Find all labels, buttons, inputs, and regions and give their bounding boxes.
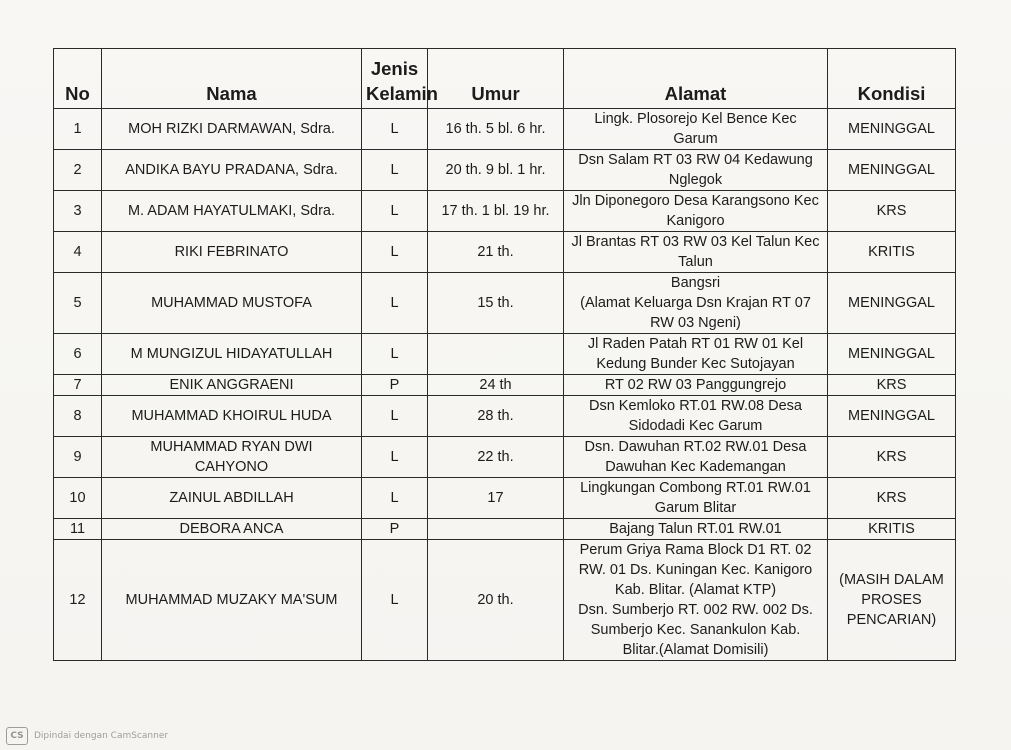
cell-kondisi: MENINGGAL bbox=[828, 273, 956, 334]
cell-alamat: Dsn. Dawuhan RT.02 RW.01 Desa Dawuhan Kec Kademangan bbox=[564, 437, 828, 478]
table-row bbox=[54, 273, 956, 334]
victims-table bbox=[53, 48, 956, 661]
cell-umur bbox=[428, 334, 564, 375]
cell-nama: MUHAMMAD KHOIRUL HUDA bbox=[102, 396, 362, 437]
cell-kondisi: KRS bbox=[828, 191, 956, 232]
cell-no: 11 bbox=[54, 519, 102, 540]
table-row bbox=[54, 396, 956, 437]
cell-alamat: Bangsri (Alamat Keluarga Dsn Krajan RT 07 RW 03 Ngeni) bbox=[564, 273, 828, 334]
camscanner-text: Dipindai dengan CamScanner bbox=[34, 731, 169, 741]
cell-jenis-kelamin: L bbox=[362, 232, 428, 273]
cell-umur: 20 th. bbox=[428, 540, 564, 661]
cell-no: 1 bbox=[54, 109, 102, 150]
cell-alamat: Dsn Salam RT 03 RW 04 Kedawung Nglegok bbox=[564, 150, 828, 191]
cell-kondisi: MENINGGAL bbox=[828, 396, 956, 437]
cell-kondisi: MENINGGAL bbox=[828, 150, 956, 191]
table-row bbox=[54, 232, 956, 273]
cell-no: 8 bbox=[54, 396, 102, 437]
cell-alamat: Lingkungan Combong RT.01 RW.01 Garum Blitar bbox=[564, 478, 828, 519]
cell-no: 4 bbox=[54, 232, 102, 273]
camscanner-logo-icon: CS bbox=[6, 727, 28, 745]
cell-kondisi: (MASIH DALAM PROSES PENCARIAN) bbox=[828, 540, 956, 661]
cell-kondisi: MENINGGAL bbox=[828, 109, 956, 150]
cell-kondisi: KRITIS bbox=[828, 232, 956, 273]
table-row bbox=[54, 519, 956, 540]
cell-jenis-kelamin: L bbox=[362, 478, 428, 519]
header-nama: Nama bbox=[102, 49, 362, 109]
table-row bbox=[54, 334, 956, 375]
cell-no: 9 bbox=[54, 437, 102, 478]
table-row bbox=[54, 150, 956, 191]
header-jenis-kelamin: Jenis Kelamin bbox=[362, 49, 428, 109]
table-row bbox=[54, 478, 956, 519]
cell-kondisi: KRITIS bbox=[828, 519, 956, 540]
cell-alamat: Dsn Kemloko RT.01 RW.08 Desa Sidodadi Kec Garum bbox=[564, 396, 828, 437]
cell-jenis-kelamin: P bbox=[362, 375, 428, 396]
cell-umur: 17 th. 1 bl. 19 hr. bbox=[428, 191, 564, 232]
table-header-row bbox=[54, 49, 956, 109]
camscanner-watermark bbox=[6, 727, 168, 745]
cell-jenis-kelamin: L bbox=[362, 273, 428, 334]
header-no: No bbox=[54, 49, 102, 109]
table-row bbox=[54, 437, 956, 478]
cell-jenis-kelamin: P bbox=[362, 519, 428, 540]
cell-kondisi: KRS bbox=[828, 437, 956, 478]
cell-no: 5 bbox=[54, 273, 102, 334]
cell-kondisi: KRS bbox=[828, 375, 956, 396]
cell-nama: ANDIKA BAYU PRADANA, Sdra. bbox=[102, 150, 362, 191]
cell-nama: DEBORA ANCA bbox=[102, 519, 362, 540]
cell-nama: ENIK ANGGRAENI bbox=[102, 375, 362, 396]
cell-jenis-kelamin: L bbox=[362, 109, 428, 150]
cell-jenis-kelamin: L bbox=[362, 334, 428, 375]
cell-alamat: Perum Griya Rama Block D1 RT. 02 RW. 01 Ds. Kuningan Kec. Kanigoro Kab. Blitar. (Alamat KTP) Dsn. Sumberjo RT. 002 RW. 002 Ds. Sumberjo Kec. Sanankulon Kab. Blitar.(Alamat Domisili) bbox=[564, 540, 828, 661]
header-alamat: Alamat bbox=[564, 49, 828, 109]
table-row bbox=[54, 540, 956, 661]
cell-umur: 20 th. 9 bl. 1 hr. bbox=[428, 150, 564, 191]
cell-nama: RIKI FEBRINATO bbox=[102, 232, 362, 273]
cell-alamat: Bajang Talun RT.01 RW.01 bbox=[564, 519, 828, 540]
cell-jenis-kelamin: L bbox=[362, 150, 428, 191]
cell-alamat: Jl Brantas RT 03 RW 03 Kel Talun Kec Talun bbox=[564, 232, 828, 273]
cell-nama: M MUNGIZUL HIDAYATULLAH bbox=[102, 334, 362, 375]
cell-umur: 22 th. bbox=[428, 437, 564, 478]
cell-nama: MUHAMMAD MUSTOFA bbox=[102, 273, 362, 334]
cell-umur: 16 th. 5 bl. 6 hr. bbox=[428, 109, 564, 150]
cell-umur bbox=[428, 519, 564, 540]
table-row bbox=[54, 191, 956, 232]
cell-no: 6 bbox=[54, 334, 102, 375]
cell-no: 2 bbox=[54, 150, 102, 191]
cell-alamat: RT 02 RW 03 Panggungrejo bbox=[564, 375, 828, 396]
header-umur: Umur bbox=[428, 49, 564, 109]
cell-nama: MUHAMMAD RYAN DWI CAHYONO bbox=[102, 437, 362, 478]
cell-no: 7 bbox=[54, 375, 102, 396]
cell-no: 12 bbox=[54, 540, 102, 661]
table-row bbox=[54, 109, 956, 150]
cell-kondisi: KRS bbox=[828, 478, 956, 519]
cell-umur: 15 th. bbox=[428, 273, 564, 334]
cell-umur: 17 bbox=[428, 478, 564, 519]
cell-nama: MUHAMMAD MUZAKY MA'SUM bbox=[102, 540, 362, 661]
cell-nama: MOH RIZKI DARMAWAN, Sdra. bbox=[102, 109, 362, 150]
cell-nama: M. ADAM HAYATULMAKI, Sdra. bbox=[102, 191, 362, 232]
cell-jenis-kelamin: L bbox=[362, 437, 428, 478]
cell-alamat: Jln Diponegoro Desa Karangsono Kec Kanigoro bbox=[564, 191, 828, 232]
cell-no: 10 bbox=[54, 478, 102, 519]
cell-umur: 24 th bbox=[428, 375, 564, 396]
cell-jenis-kelamin: L bbox=[362, 396, 428, 437]
cell-umur: 28 th. bbox=[428, 396, 564, 437]
table-row bbox=[54, 375, 956, 396]
cell-kondisi: MENINGGAL bbox=[828, 334, 956, 375]
cell-jenis-kelamin: L bbox=[362, 191, 428, 232]
cell-umur: 21 th. bbox=[428, 232, 564, 273]
header-kondisi: Kondisi bbox=[828, 49, 956, 109]
cell-nama: ZAINUL ABDILLAH bbox=[102, 478, 362, 519]
cell-no: 3 bbox=[54, 191, 102, 232]
cell-alamat: Jl Raden Patah RT 01 RW 01 Kel Kedung Bunder Kec Sutojayan bbox=[564, 334, 828, 375]
cell-jenis-kelamin: L bbox=[362, 540, 428, 661]
cell-alamat: Lingk. Plosorejo Kel Bence Kec Garum bbox=[564, 109, 828, 150]
